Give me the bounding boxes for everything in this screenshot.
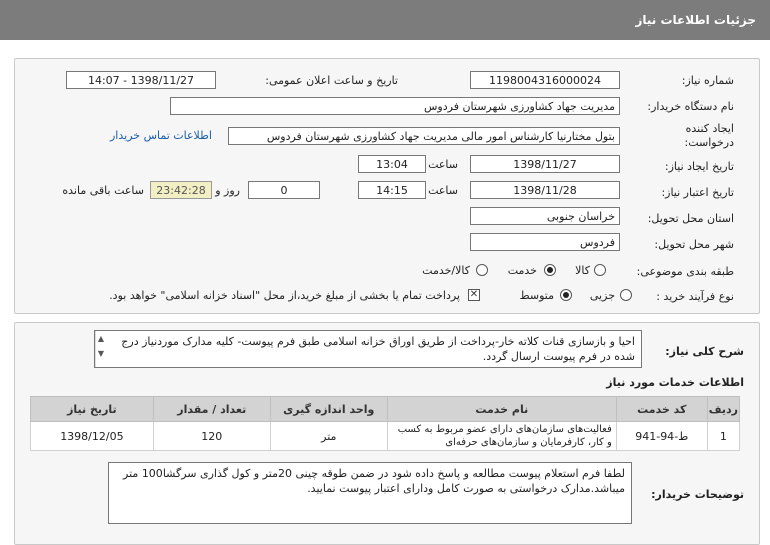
create-time-label: ساعت — [428, 158, 458, 171]
col-header-quantity: تعداد / مقدار — [153, 397, 270, 422]
treasury-checkbox[interactable]: ✕ — [469, 289, 479, 300]
process-partial-radio[interactable] — [620, 289, 632, 301]
category-goods-service-label: کالا/خدمت — [422, 264, 470, 277]
col-header-need-date: تاریخ نیاز — [31, 397, 154, 422]
category-service-label: خدمت — [507, 264, 537, 277]
summary-label: شرح کلی نیاز: — [665, 345, 744, 358]
need-number-label: شماره نیاز: — [681, 74, 734, 87]
services-table — [30, 396, 740, 451]
buyer-notes-box — [108, 462, 632, 524]
valid-date-label: تاریخ اعتبار نیاز: — [661, 186, 734, 199]
create-date-label: تاریخ ایجاد نیاز: — [664, 160, 734, 173]
table-row[interactable] — [31, 422, 740, 451]
col-header-row-number: ردیف — [707, 397, 739, 422]
buyer-contact-link[interactable]: اطلاعات تماس خریدار — [110, 129, 212, 142]
buyer-field[interactable]: مدیریت جهاد کشاورزی شهرستان فردوس — [170, 97, 620, 115]
creator-field[interactable]: بتول مختارنیا کارشناس امور مالی مدیریت جهاد کشاورزی شهرستان فردوس — [228, 127, 620, 145]
remaining-time-field: 23:42:28 — [150, 181, 212, 199]
cell-unit: متر — [270, 422, 387, 451]
category-goods-label: کالا — [575, 264, 590, 277]
buyer-notes-label: توضیحات خریدار: — [651, 488, 744, 501]
cell-service-code: ط-94-941 — [616, 422, 707, 451]
cell-quantity: 120 — [153, 422, 270, 451]
days-field[interactable]: 0 — [248, 181, 320, 199]
summary-textarea[interactable] — [94, 330, 642, 368]
buyer-notes-text: لطفا فرم استعلام پیوست مطالعه و پاسخ داده شود در ضمن طوقه چینی 20متر و کول گذاری سرگشا100 متر میباشد.مدارک درخواستی به صورت کامل ودارای اعتبار پیوست نمایید. — [123, 467, 625, 495]
cell-need-date: 1398/12/05 — [31, 422, 154, 451]
province-field[interactable]: خراسان جنوبی — [470, 207, 620, 225]
city-label: شهر محل تحویل: — [654, 238, 734, 251]
scroll-arrows-icon[interactable]: ▲ ▼ — [95, 331, 106, 367]
category-goods-service-radio[interactable] — [476, 264, 488, 276]
page-title: جزئیات اطلاعات نیاز — [635, 13, 756, 27]
col-header-unit: واحد اندازه گیری — [270, 397, 387, 422]
cell-row-number: 1 — [707, 422, 739, 451]
header-bar — [0, 0, 770, 40]
creator-label-line2: درخواست: — [684, 136, 734, 149]
table-header-row — [31, 397, 740, 422]
remaining-label: ساعت باقی مانده — [62, 184, 144, 197]
need-number-field[interactable]: 1198004316000024 — [470, 71, 620, 89]
category-service-radio[interactable] — [544, 264, 556, 276]
announce-field[interactable]: 1398/11/27 - 14:07 — [66, 71, 216, 89]
summary-text: احیا و بازسازی قنات کلاته خار-پرداخت از طریق اوراق خزانه اسلامی طبق فرم پیوست- کلیه مدارک موردنیاز درج شده در فرم پیوست ارسال گردد. — [121, 335, 635, 363]
payment-note: پرداخت تمام یا بخشی از مبلغ خرید،از محل "اسناد خزانه اسلامی" خواهد بود. — [109, 289, 460, 302]
province-label: استان محل تحویل: — [647, 212, 734, 225]
create-date-field[interactable]: 1398/11/27 — [470, 155, 620, 173]
city-field[interactable]: فردوس — [470, 233, 620, 251]
create-time-field[interactable]: 13:04 — [358, 155, 426, 173]
days-label: روز و — [215, 184, 240, 197]
buyer-label: نام دستگاه خریدار: — [647, 100, 734, 113]
process-medium-label: متوسط — [519, 289, 554, 302]
announce-label: تاریخ و ساعت اعلان عمومی: — [265, 74, 398, 87]
services-section-title: اطلاعات خدمات مورد نیاز — [606, 376, 744, 389]
col-header-service-name: نام خدمت — [387, 397, 616, 422]
category-goods-radio[interactable] — [594, 264, 606, 276]
valid-date-field[interactable]: 1398/11/28 — [470, 181, 620, 199]
cell-service-name: فعالیت‌های سازمان‌های دارای عضو مربوط به کسب و کار، کارفرمایان و سازمان‌های حرفه‌ای — [387, 422, 616, 451]
process-partial-label: جزیی — [589, 289, 615, 302]
col-header-service-code: کد خدمت — [616, 397, 707, 422]
valid-time-field[interactable]: 14:15 — [358, 181, 426, 199]
valid-time-label: ساعت — [428, 184, 458, 197]
process-medium-radio[interactable] — [560, 289, 572, 301]
category-label: طبقه بندی موضوعی: — [636, 265, 734, 278]
process-label: نوع فرآیند خرید : — [656, 290, 734, 303]
creator-label-line1: ایجاد کننده — [685, 122, 734, 135]
